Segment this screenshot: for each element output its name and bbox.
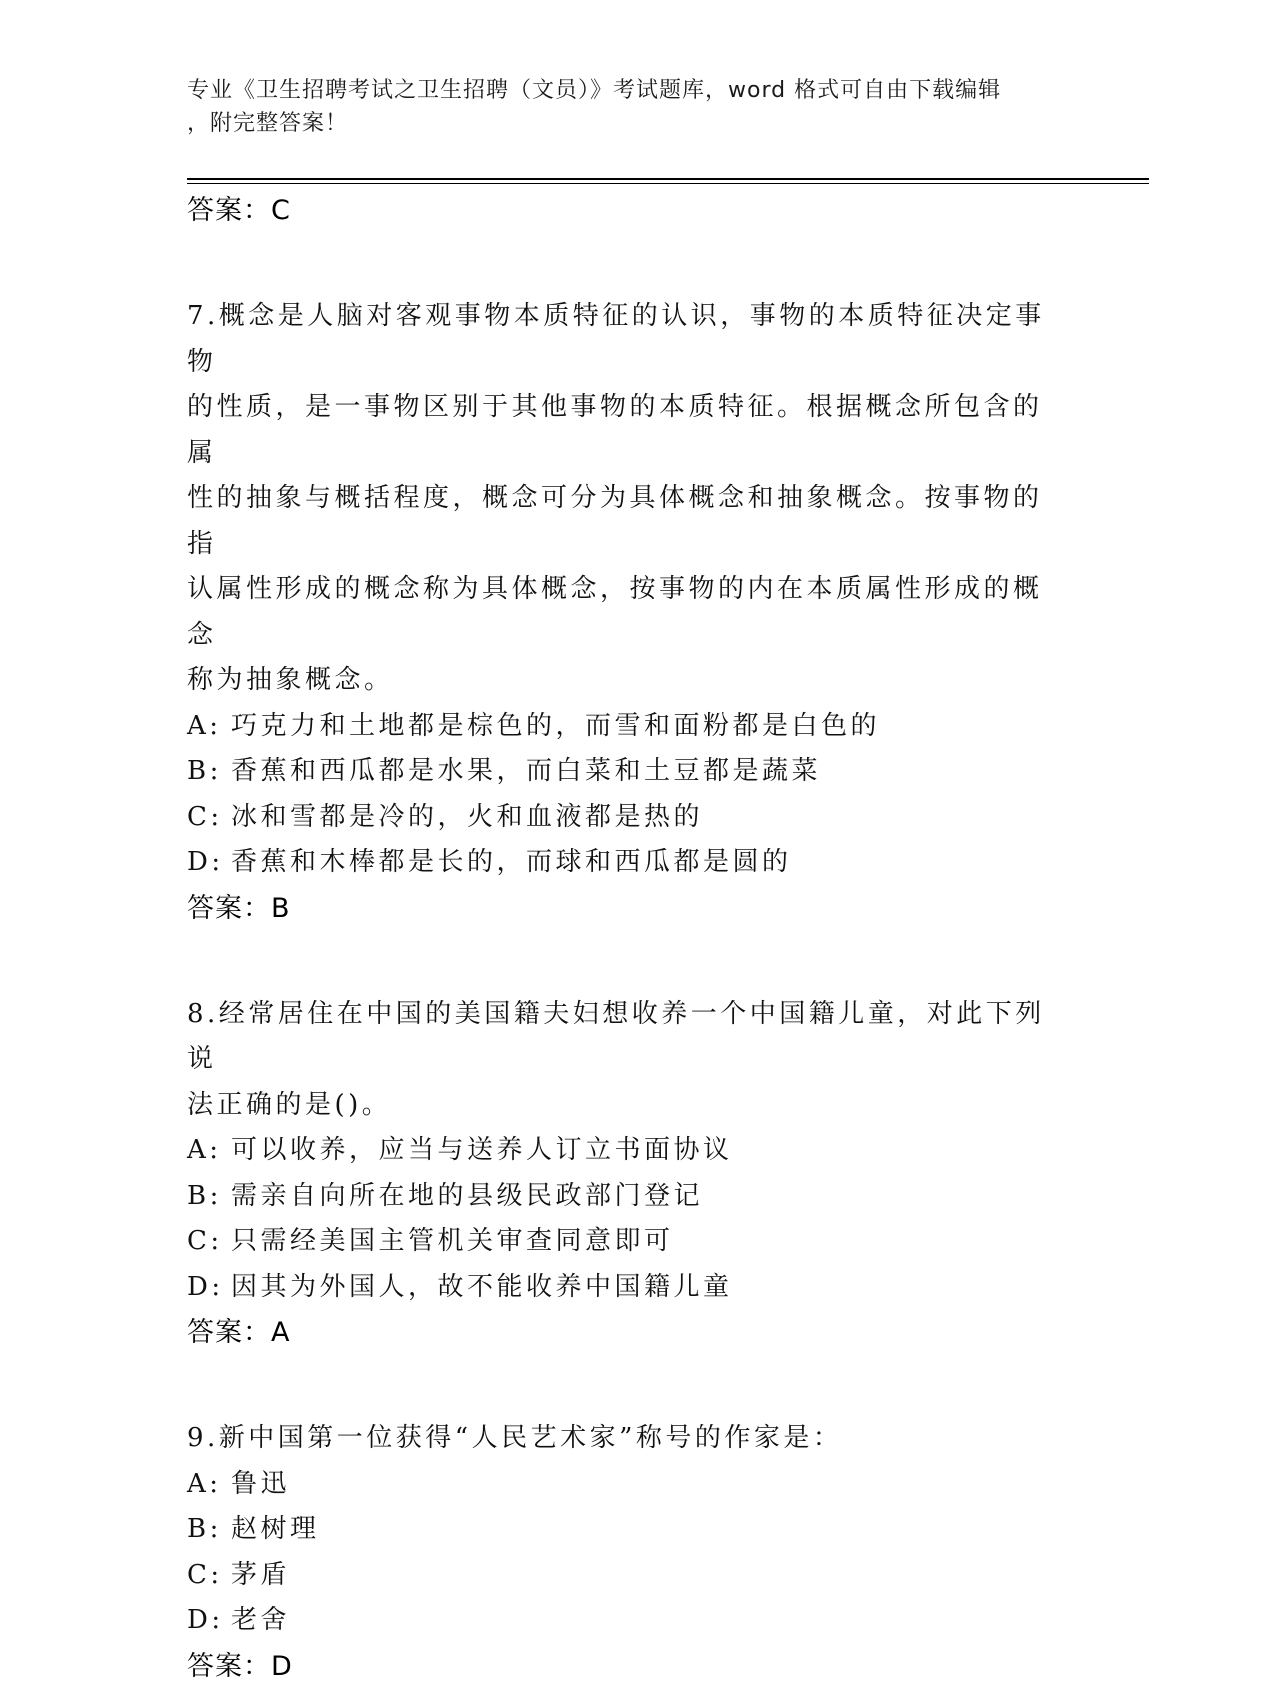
option-text: 香蕉和木棒都是长的，而球和西瓜都是圆的 [231,847,792,877]
option-key: C: [187,1559,223,1590]
option-key: B: [187,1180,222,1211]
question-line: 认属性形成的概念称为具体概念，按事物的内在本质属性形成的概念 [187,574,1043,650]
question-8 [187,992,1067,1357]
option-text: 可以收养，应当与送养人订立书面协议 [231,1135,733,1165]
option-b [187,1507,1067,1553]
option-key: B: [187,1514,222,1544]
question-text [187,294,1067,704]
option-text: 冰和雪都是冷的，火和血液都是热的 [231,801,704,832]
question-answer [187,1310,1067,1356]
option-text: 老舍 [231,1605,291,1635]
option-text: 需亲自向所在地的县级民政部门登记 [231,1180,704,1211]
answer-value: B [271,892,291,924]
question-9 [187,1416,1067,1690]
option-b [187,749,1067,795]
header-rule-thin [187,183,1149,184]
option-text: 赵树理 [231,1514,320,1544]
option-a [187,1462,1067,1508]
option-key: B: [187,756,222,786]
answer-value: D [271,1650,293,1682]
question-line: 7.概念是人脑对客观事物本质特征的认识，事物的本质特征决定事物 [187,301,1045,377]
option-d [187,840,1067,886]
option-a [187,704,1067,750]
answer-label: 答案： [187,892,271,924]
document-header [187,74,1087,140]
option-b [187,1174,1067,1220]
document-body [187,188,1067,1690]
option-d [187,1265,1067,1311]
option-key: D: [187,1605,224,1635]
header-rule-thick [187,178,1149,180]
option-text: 巧克力和土地都是棕色的，而雪和面粉都是白色的 [231,710,881,741]
option-c [187,1553,1067,1599]
option-text: 香蕉和西瓜都是水果，而白菜和土豆都是蔬菜 [231,756,822,786]
question-7 [187,294,1067,932]
option-c [187,795,1067,841]
option-key: C: [187,1226,223,1256]
option-key: D: [187,1271,224,1302]
answer-value: A [271,1317,291,1348]
question-line: 称为抽象概念。 [187,665,394,695]
answer-value: C [271,195,291,226]
answer-label: 答案： [187,1317,271,1348]
question-line: 8.经常居住在中国的美国籍夫妇想收养一个中国籍儿童，对此下列说 [187,998,1045,1074]
question-text [187,992,1067,1129]
option-key: A: [187,1468,222,1499]
header-line-1: 专业《卫生招聘考试之卫生招聘（文员）》考试题库，word 格式可自由下载编辑 [187,78,1002,103]
previous-answer [187,188,1067,234]
question-line: 9.新中国第一位获得“人民艺术家”称号的作家是： [187,1423,843,1453]
option-text: 鲁迅 [231,1468,291,1499]
answer-label: 答案： [187,1650,271,1682]
option-text: 茅盾 [231,1559,291,1590]
option-key: A: [187,1135,222,1165]
option-text: 只需经美国主管机关审查同意即可 [231,1226,674,1256]
question-answer [187,1644,1067,1690]
option-text: 因其为外国人，故不能收养中国籍儿童 [231,1271,733,1302]
question-line: 性的抽象与概括程度，概念可分为具体概念和抽象概念。按事物的指 [187,483,1043,559]
question-line: 的性质，是一事物区别于其他事物的本质特征。根据概念所包含的属 [187,392,1043,468]
answer-label: 答案： [187,195,271,226]
option-key: D: [187,847,224,877]
option-c [187,1219,1067,1265]
header-line-2: ，附完整答案！ [187,111,349,136]
question-line: 法正确的是()。 [187,1089,392,1120]
option-key: C: [187,801,223,832]
question-text [187,1416,1067,1462]
question-answer [187,886,1067,932]
option-key: A: [187,710,222,741]
option-d [187,1598,1067,1644]
option-a [187,1128,1067,1174]
